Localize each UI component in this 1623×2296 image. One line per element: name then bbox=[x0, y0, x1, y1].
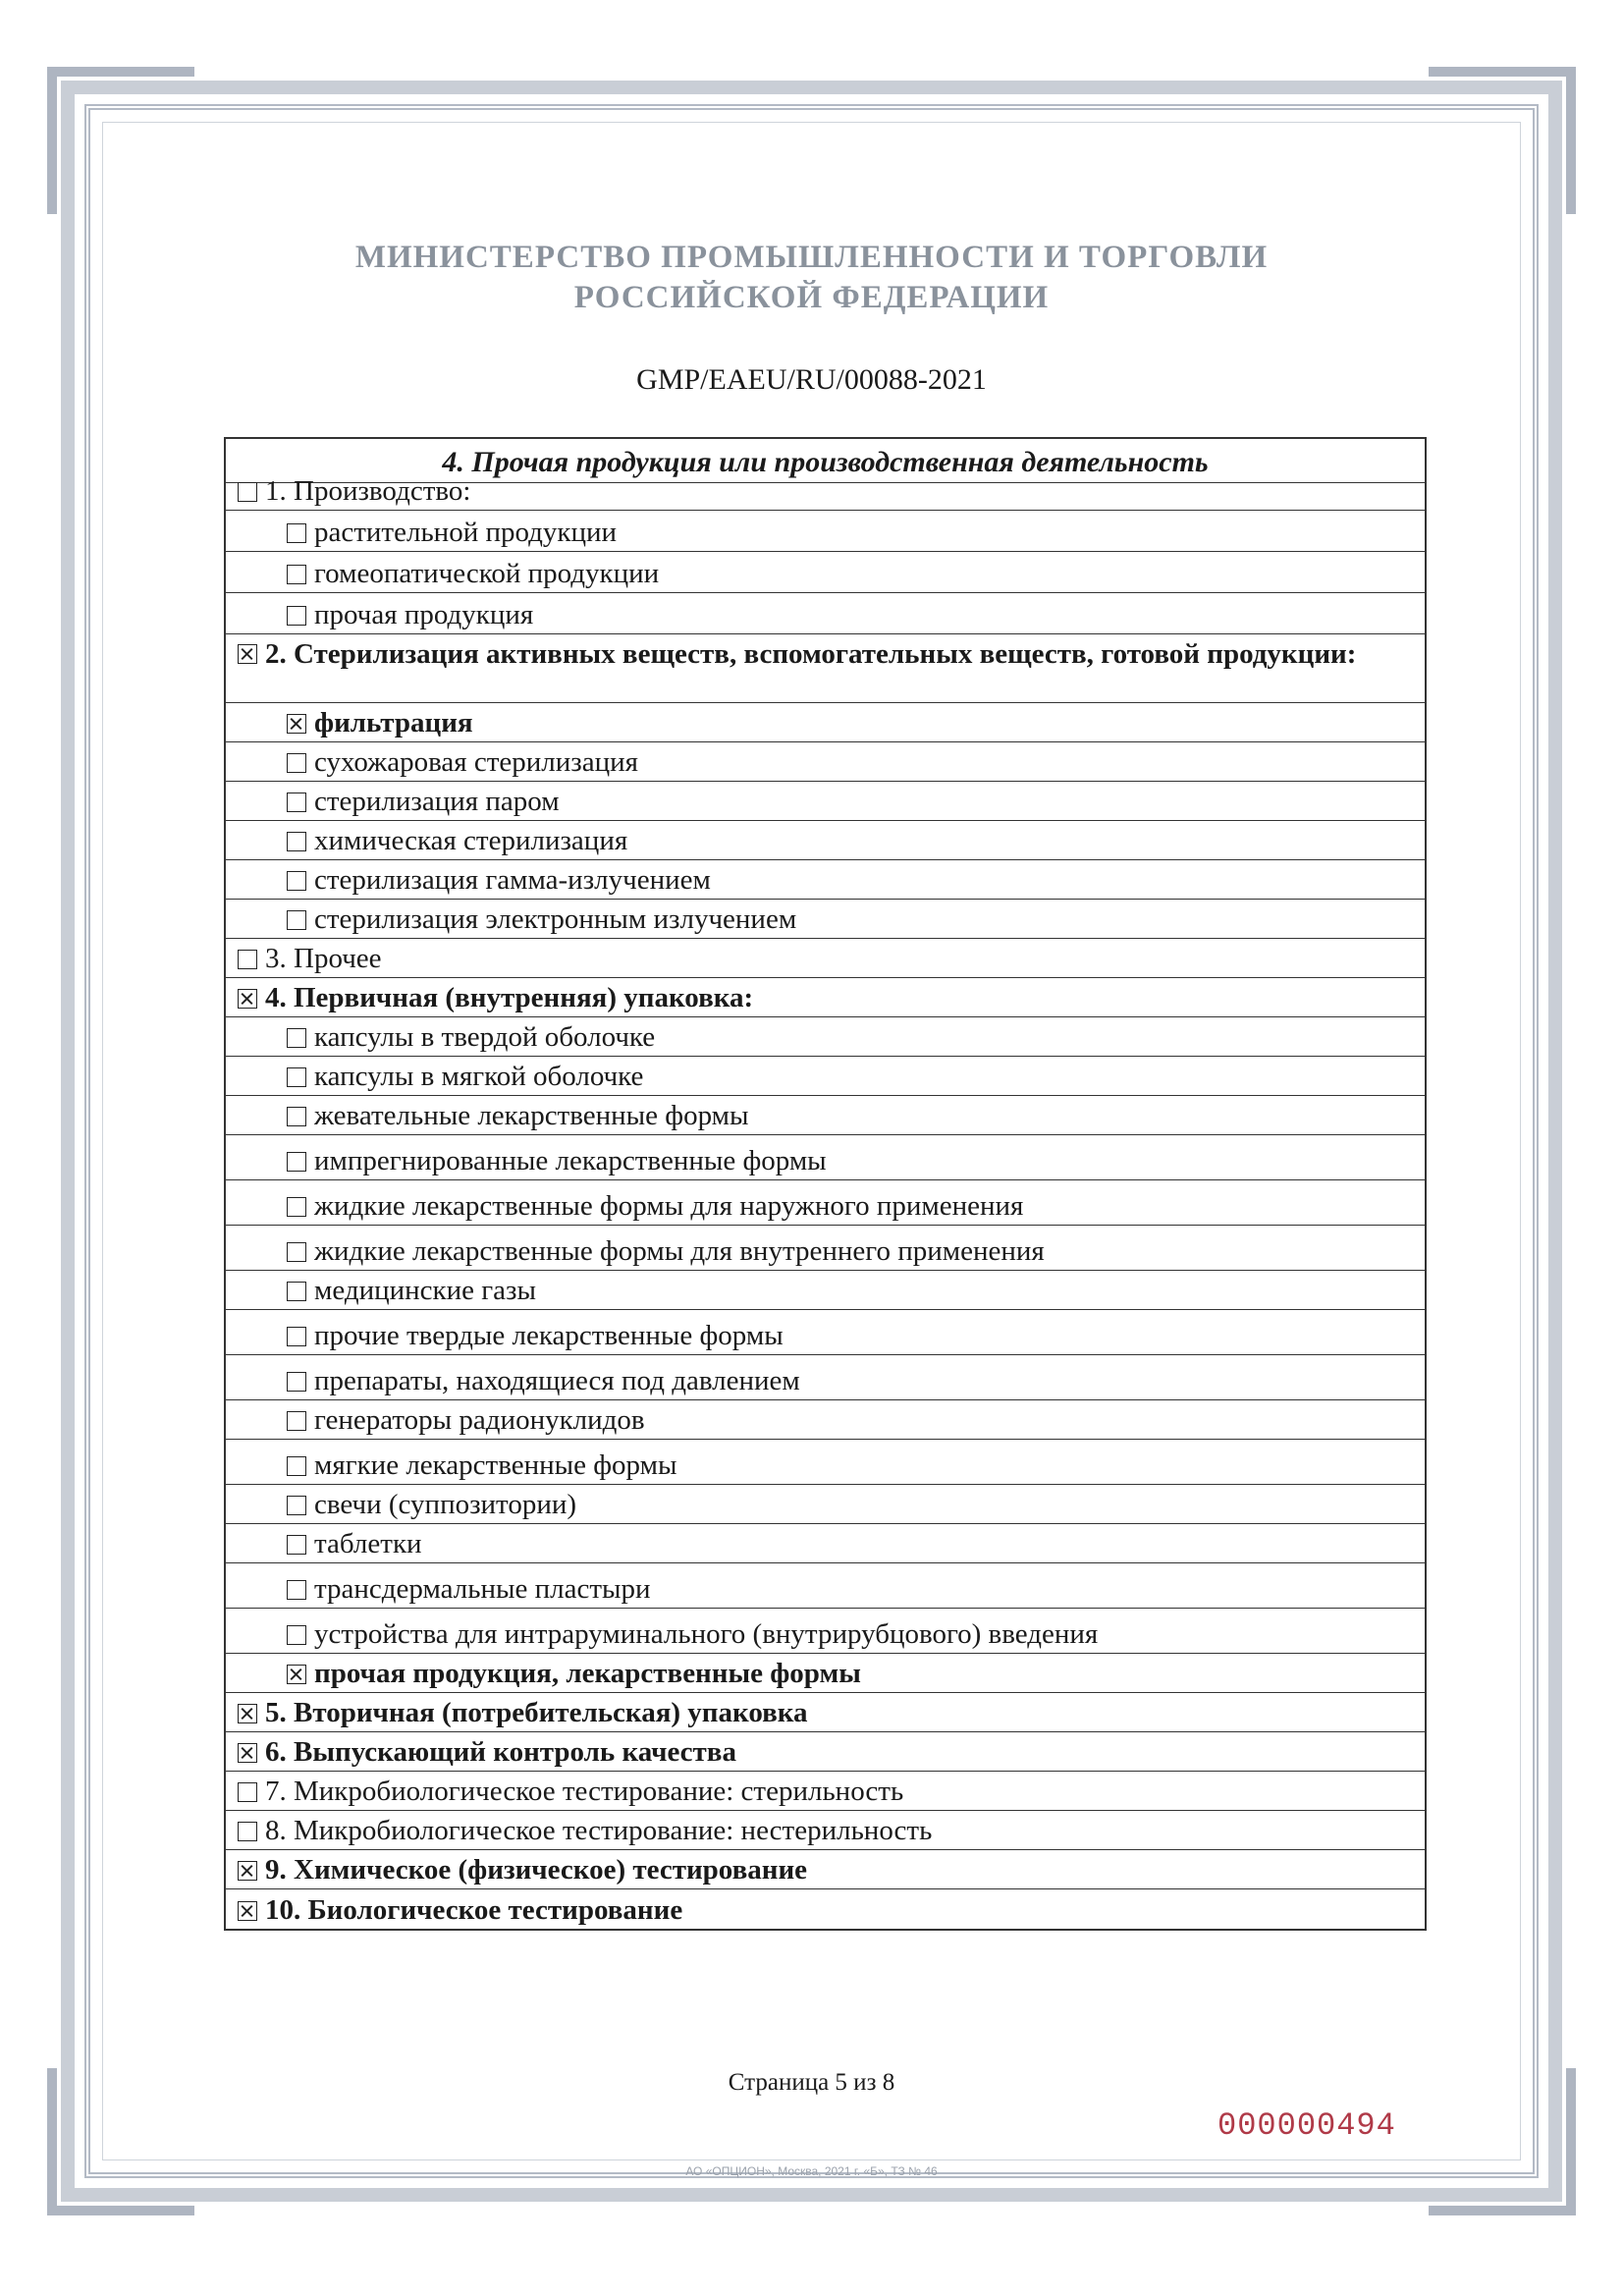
ministry-title: МИНИСТЕРСТВО ПРОМЫШЛЕННОСТИ И ТОРГОВЛИ bbox=[354, 240, 1269, 275]
empty-box-icon bbox=[287, 1411, 306, 1431]
row-label: химическая стерилизация bbox=[314, 825, 628, 856]
row-label: трансдермальные пластыри bbox=[314, 1573, 651, 1605]
table-row bbox=[226, 1850, 1425, 1889]
row-label: 7. Микробиологическое тестирование: стерильность bbox=[265, 1776, 904, 1807]
table-row bbox=[226, 1226, 1425, 1271]
table-row bbox=[226, 1096, 1425, 1135]
row-label: гомеопатической продукции bbox=[314, 558, 660, 589]
empty-box-icon bbox=[287, 910, 306, 930]
table-row bbox=[226, 860, 1425, 900]
certificate-number: GMP/EAEU/RU/00088-2021 bbox=[636, 363, 987, 396]
empty-box-icon bbox=[287, 1456, 306, 1476]
row-label: генераторы радионуклидов bbox=[314, 1404, 645, 1436]
table-row bbox=[226, 1017, 1425, 1057]
empty-box-icon bbox=[287, 1282, 306, 1301]
row-label: прочая продукция, лекарственные формы bbox=[314, 1658, 861, 1689]
empty-box-icon bbox=[287, 1625, 306, 1645]
empty-box-icon bbox=[287, 1242, 306, 1262]
empty-box-icon bbox=[287, 1372, 306, 1392]
empty-box-icon bbox=[238, 1822, 257, 1841]
row-label: 8. Микробиологическое тестирование: нестерильность bbox=[265, 1815, 933, 1846]
table-row bbox=[226, 1772, 1425, 1811]
serial-number: 000000494 bbox=[1217, 2107, 1396, 2144]
checked-box-icon bbox=[238, 989, 257, 1009]
table-row bbox=[226, 1057, 1425, 1096]
row-label: стерилизация электронным излучением bbox=[314, 903, 797, 935]
checked-box-icon bbox=[238, 1901, 257, 1921]
empty-box-icon bbox=[287, 832, 306, 851]
empty-box-icon bbox=[287, 606, 306, 626]
empty-box-icon bbox=[287, 1067, 306, 1087]
empty-box-icon bbox=[287, 1496, 306, 1515]
checked-box-icon bbox=[238, 1704, 257, 1723]
table-row bbox=[226, 1400, 1425, 1440]
ministry-subtitle: РОССИЙСКОЙ ФЕДЕРАЦИИ bbox=[573, 280, 1050, 315]
empty-box-icon bbox=[287, 1028, 306, 1048]
table-row bbox=[226, 1563, 1425, 1609]
empty-box-icon bbox=[287, 753, 306, 773]
table-row bbox=[226, 1811, 1425, 1850]
row-label: 10. Биологическое тестирование bbox=[265, 1894, 683, 1926]
row-label: фильтрация bbox=[314, 707, 473, 738]
table-row bbox=[226, 742, 1425, 782]
table-row bbox=[226, 1693, 1425, 1732]
row-label: капсулы в твердой оболочке bbox=[314, 1021, 656, 1053]
empty-box-icon bbox=[287, 1535, 306, 1555]
checked-box-icon bbox=[287, 1665, 306, 1684]
row-label: жевательные лекарственные формы bbox=[314, 1100, 749, 1131]
row-label: 1. Производство: bbox=[265, 475, 471, 507]
empty-box-icon bbox=[238, 1782, 257, 1802]
table-row bbox=[226, 593, 1425, 634]
table-row bbox=[226, 634, 1425, 703]
checked-box-icon bbox=[238, 644, 257, 664]
empty-box-icon bbox=[238, 950, 257, 969]
row-label: импрегнированные лекарственные формы bbox=[314, 1145, 827, 1176]
table-row bbox=[226, 1524, 1425, 1563]
checked-box-icon bbox=[238, 1743, 257, 1763]
empty-box-icon bbox=[287, 523, 306, 543]
empty-box-icon bbox=[287, 1197, 306, 1217]
empty-box-icon bbox=[287, 871, 306, 891]
table-row bbox=[226, 1271, 1425, 1310]
row-label: мягкие лекарственные формы bbox=[314, 1449, 677, 1481]
empty-box-icon bbox=[287, 1152, 306, 1172]
table-row bbox=[226, 1889, 1425, 1929]
row-label: устройства для интраруминального (внутрирубцового) введения bbox=[314, 1618, 1099, 1650]
table-row bbox=[226, 1485, 1425, 1524]
row-label: 6. Выпускающий контроль качества bbox=[265, 1736, 736, 1768]
row-label: 9. Химическое (физическое) тестирование bbox=[265, 1854, 808, 1886]
checked-box-icon bbox=[287, 714, 306, 734]
table-row bbox=[226, 1609, 1425, 1654]
table-rows bbox=[226, 475, 1425, 1929]
row-label: медицинские газы bbox=[314, 1275, 536, 1306]
checked-box-icon bbox=[238, 1861, 257, 1881]
table-row bbox=[226, 475, 1425, 511]
row-label: стерилизация паром bbox=[314, 786, 560, 817]
row-label: жидкие лекарственные формы для внутреннего применения bbox=[314, 1235, 1045, 1267]
empty-box-icon bbox=[287, 1327, 306, 1346]
row-label: 2. Стерилизация активных веществ, вспомогательных веществ, готовой продукции: bbox=[265, 638, 1357, 670]
table-row bbox=[226, 1135, 1425, 1180]
table-row bbox=[226, 1180, 1425, 1226]
row-label: 3. Прочее bbox=[265, 943, 382, 974]
activities-table bbox=[224, 437, 1427, 1931]
row-label: стерилизация гамма-излучением bbox=[314, 864, 711, 896]
table-row bbox=[226, 703, 1425, 742]
row-label: прочие твердые лекарственные формы bbox=[314, 1320, 784, 1351]
row-label: 4. Первичная (внутренняя) упаковка: bbox=[265, 982, 754, 1013]
row-label: свечи (суппозитории) bbox=[314, 1489, 577, 1520]
row-label: препараты, находящиеся под давлением bbox=[314, 1365, 800, 1396]
empty-box-icon bbox=[287, 1107, 306, 1126]
table-row bbox=[226, 511, 1425, 552]
page-number: Страница 5 из 8 bbox=[728, 2069, 895, 2096]
empty-box-icon bbox=[238, 482, 257, 502]
table-row bbox=[226, 939, 1425, 978]
table-row bbox=[226, 782, 1425, 821]
row-label: жидкие лекарственные формы для наружного применения bbox=[314, 1190, 1024, 1222]
row-label: таблетки bbox=[314, 1528, 422, 1559]
table-row bbox=[226, 1355, 1425, 1400]
row-label: сухожаровая стерилизация bbox=[314, 746, 638, 778]
table-row bbox=[226, 821, 1425, 860]
table-title: 4. Прочая продукция или производственная деятельность bbox=[226, 439, 1425, 483]
empty-box-icon bbox=[287, 1580, 306, 1600]
row-label: прочая продукция bbox=[314, 599, 534, 630]
table-row bbox=[226, 978, 1425, 1017]
empty-box-icon bbox=[287, 565, 306, 584]
row-label: растительной продукции bbox=[314, 517, 618, 548]
row-label: капсулы в мягкой оболочке bbox=[314, 1061, 644, 1092]
table-row bbox=[226, 1654, 1425, 1693]
empty-box-icon bbox=[287, 793, 306, 812]
table-row bbox=[226, 900, 1425, 939]
printer-imprint: АО «ОПЦИОН», Москва, 2021 г. «Б», ТЗ № 46 bbox=[685, 2164, 938, 2178]
row-label: 5. Вторичная (потребительская) упаковка bbox=[265, 1697, 808, 1728]
table-row bbox=[226, 1310, 1425, 1355]
table-row bbox=[226, 1440, 1425, 1485]
table-row bbox=[226, 552, 1425, 593]
table-row bbox=[226, 1732, 1425, 1772]
